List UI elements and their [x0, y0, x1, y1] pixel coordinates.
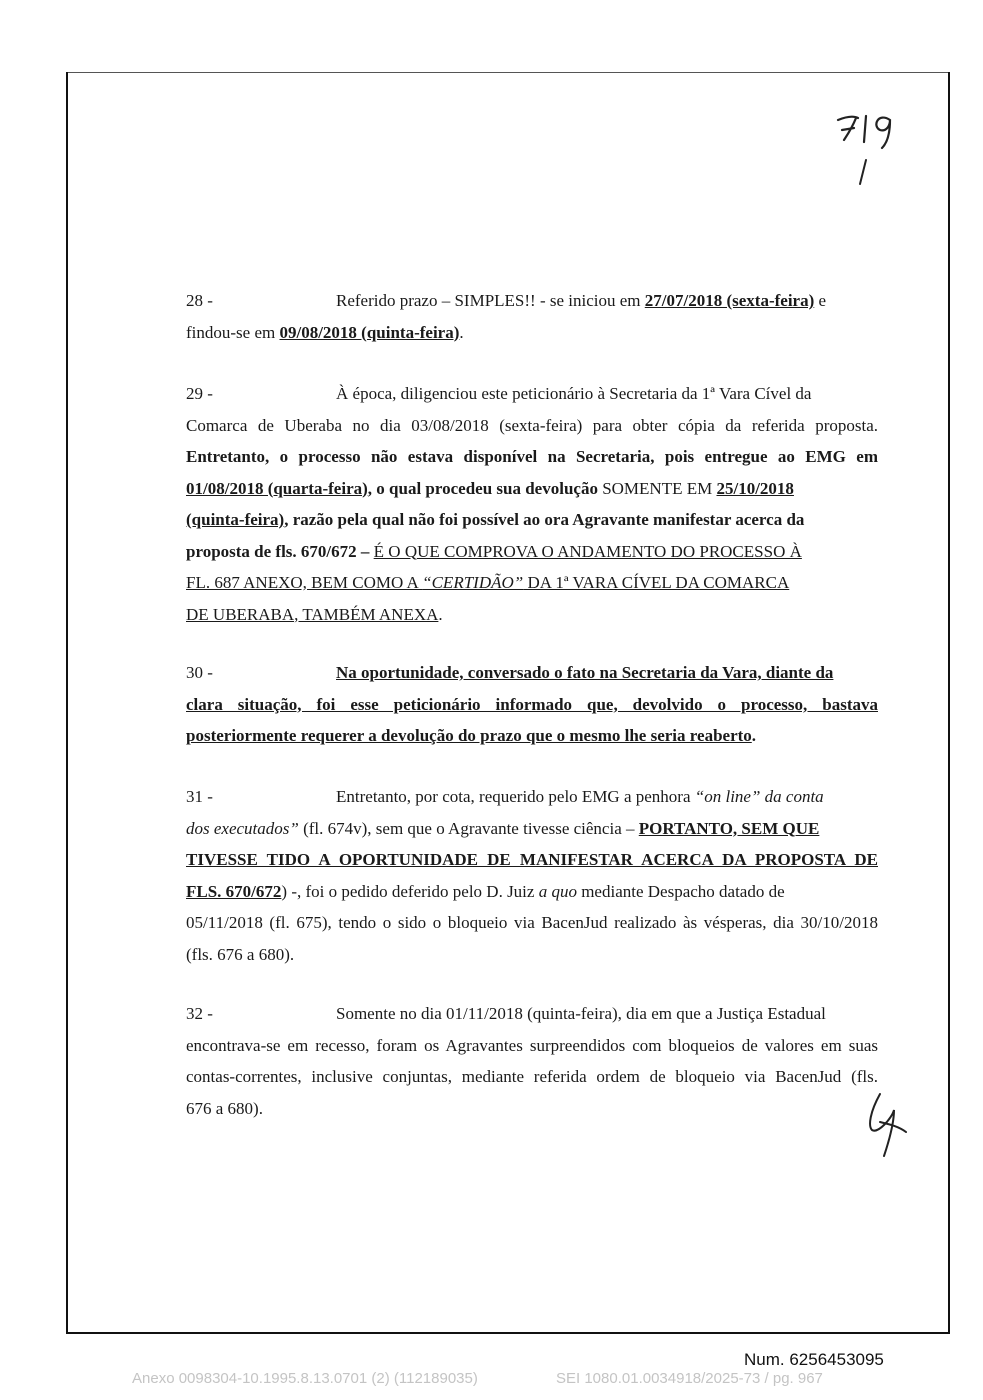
text: .: [438, 604, 443, 624]
paragraph-number: 30 -: [186, 663, 213, 682]
text: 05/11/2018 (fl. 675), tendo o sido o bloqueio via BacenJud realizado às vésperas, dia 30/10/2018: [186, 913, 878, 932]
annex-reference: Anexo 0098304-10.1995.8.13.0701 (2) (112189035): [132, 1370, 478, 1387]
text: SOMENTE EM: [602, 478, 717, 498]
text-italic: “on line” da conta: [694, 787, 824, 806]
text-underlined: É O QUE COMPROVA O ANDAMENTO DO PROCESSO À: [373, 541, 802, 561]
text: .: [751, 726, 757, 745]
handwritten-folio-number: [832, 104, 902, 190]
text: (fls. 676 a 680).: [186, 944, 295, 964]
text-underlined: PORTANTO, SEM QUE: [638, 818, 820, 838]
paragraph-32: [186, 998, 878, 1124]
document-number: Num. 6256453095: [744, 1350, 884, 1369]
text: mediante Despacho datado de: [576, 881, 785, 901]
text-underlined: FL. 687 ANEXO, BEM COMO A: [186, 573, 423, 592]
date-underlined: 01/08/2018 (quarta-feira): [186, 478, 368, 498]
paragraph-number: 31 -: [186, 787, 213, 806]
sei-reference: SEI 1080.01.0034918/2025-73 / pg. 967: [556, 1370, 823, 1387]
text: , o qual procedeu sua devolução: [367, 478, 603, 498]
text: 676 a 680).: [186, 1098, 263, 1118]
text: , razão pela qual não foi possível ao ora Agravante manifestar acerca da: [284, 510, 805, 529]
paragraph-number: 29 -: [186, 384, 213, 403]
date-underlined: 09/08/2018 (quinta-feira): [279, 322, 460, 342]
paragraph-number: 28 -: [186, 291, 213, 310]
paragraph-28: [186, 285, 878, 348]
text-underlined: Na oportunidade, conversado o fato na Secretaria da Vara, diante da: [336, 663, 834, 682]
date-underlined: 25/10/2018: [716, 478, 794, 498]
text-underlined: FLS. 670/672: [186, 881, 282, 901]
text: Somente no dia 01/11/2018 (quinta-feira), dia em que a Justiça Estadual: [336, 1004, 826, 1023]
text: Comarca de Uberaba no dia 03/08/2018 (sexta-feira) para obter cópia da referida proposta.: [186, 415, 878, 435]
page-frame-left: [66, 72, 68, 1334]
text: .: [459, 322, 464, 342]
text-bold: proposta de fls. 670/672 –: [186, 541, 374, 561]
page-frame-right: [948, 72, 950, 1334]
text-underlined: DA 1ª VARA CÍVEL DA COMARCA: [523, 573, 790, 592]
paragraph-30: [186, 657, 878, 752]
text: encontrava-se em recesso, foram os Agravantes surpreendidos com bloqueios de valores em suas: [186, 1035, 878, 1055]
text: findou-se em: [186, 322, 280, 342]
text-bold: Entretanto, o processo não estava disponível na Secretaria, pois entregue ao EMG em: [186, 447, 878, 466]
text: À época, diligenciou este peticionário à Secretaria da 1ª Vara Cível da: [336, 384, 812, 403]
text-italic: “CERTIDÃO”: [422, 573, 524, 592]
text: (fl. 674v), sem que o Agravante tivesse ciência –: [298, 818, 639, 838]
text-italic: dos executados”: [186, 818, 299, 838]
text-underlined: (quinta-feira): [186, 510, 285, 529]
page-frame-top: [66, 72, 950, 73]
text-underlined: clara situação, foi esse peticionário informado que, devolvido o processo, bastava: [186, 694, 878, 714]
text: e: [814, 291, 827, 310]
text: Entretanto, por cota, requerido pelo EMG a penhora: [336, 787, 695, 806]
text-italic: a quo: [538, 881, 577, 901]
text: contas-correntes, inclusive conjuntas, mediante referida ordem de bloqueio via BacenJud (fls.: [186, 1067, 878, 1086]
paragraph-number: 32 -: [186, 1004, 213, 1023]
text-underlined: posteriormente requerer a devolução do prazo que o mesmo lhe seria reaberto: [186, 726, 752, 745]
text-underlined: TIVESSE TIDO A OPORTUNIDADE DE MANIFESTAR ACERCA DA PROPOSTA DE: [186, 850, 878, 869]
paragraph-29: [186, 378, 878, 630]
page-frame-bottom: [66, 1332, 950, 1334]
footer-metadata: [132, 1370, 892, 1387]
date-underlined: 27/07/2018 (sexta-feira): [644, 291, 815, 310]
handwritten-initials: [862, 1088, 910, 1160]
text: ) -, foi o pedido deferido pelo D. Juiz: [281, 881, 539, 901]
paragraph-31: [186, 781, 878, 970]
text: Referido prazo – SIMPLES!! - se iniciou em: [336, 291, 645, 310]
text-underlined: DE UBERABA, TAMBÉM ANEXA: [186, 604, 439, 624]
